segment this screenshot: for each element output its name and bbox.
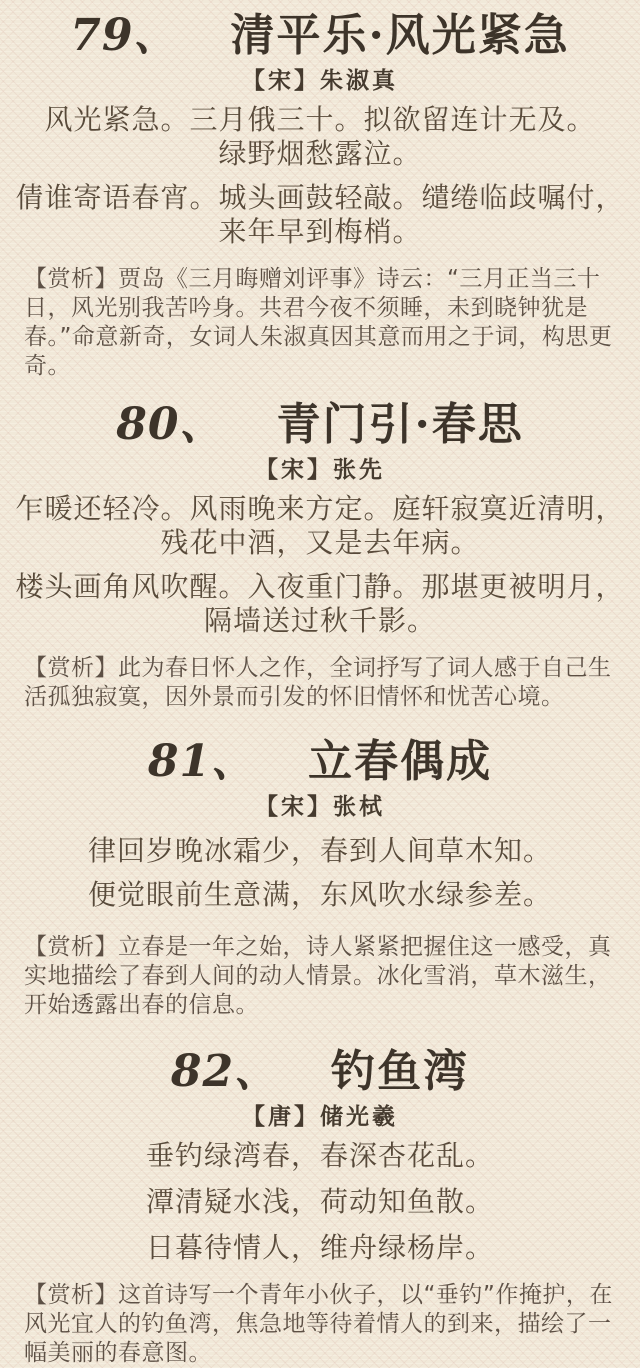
poem-line: 垂钓绿湾春，春深杏花乱。 bbox=[145, 1139, 494, 1172]
poem-body bbox=[0, 1139, 640, 1265]
poem-section-81 bbox=[0, 738, 640, 1020]
poem-body bbox=[0, 492, 640, 638]
poem-stanza bbox=[0, 103, 640, 171]
poem-author: 【唐】储光羲 bbox=[242, 1103, 398, 1130]
poem-title: 清平乐·风光紧急 bbox=[230, 10, 570, 61]
poem-analysis: 【赏析】立春是一年之始，诗人紧紧把握住这一感受，真实地描绘了春到人间的动人情景。冰化雪消，草木滋生，开始透露出春的信息。 bbox=[24, 934, 612, 1018]
poem-author: 【宋】张先 bbox=[255, 456, 385, 483]
poem-section-80 bbox=[0, 401, 640, 712]
poem-stanza bbox=[0, 829, 640, 917]
poem-analysis: 【赏析】此为春日怀人之作，全词抒写了词人感于自己生活孤独寂寞，因外景而引发的怀旧情怀和忧苦心境。 bbox=[24, 655, 612, 710]
poem-line: 倩谁寄语春宵。城头画鼓轻敲。缱绻临歧嘱付， bbox=[15, 181, 625, 214]
poem-number: 80、 bbox=[116, 399, 225, 450]
poem-title-row bbox=[0, 1048, 640, 1096]
poem-line: 律回岁晚冰霜少，春到人间草木知。 bbox=[87, 834, 552, 867]
poem-section-82 bbox=[0, 1048, 640, 1368]
poem-line: 风光紧急。三月俄三十。拟欲留连计无及。 bbox=[44, 103, 596, 136]
poem-line: 来年早到梅梢。 bbox=[218, 215, 422, 248]
poem-body bbox=[0, 829, 640, 917]
poem-number: 81、 bbox=[147, 736, 257, 787]
poem-title: 立春偶成 bbox=[308, 736, 493, 787]
poem-body bbox=[0, 103, 640, 249]
poem-line: 日暮待情人，维舟绿杨岸。 bbox=[145, 1231, 494, 1264]
poem-title: 钓鱼湾 bbox=[331, 1046, 470, 1097]
poem-analysis: 【赏析】这首诗写一个青年小伙子，以“垂钓”作掩护，在风光宜人的钓鱼湾，焦急地等待着情人的到来，描绘了一幅美丽的春意图。 bbox=[24, 1282, 613, 1366]
poem-number: 79、 bbox=[70, 10, 179, 61]
poem-author: 【宋】朱淑真 bbox=[242, 67, 398, 94]
poem-author: 【宋】张栻 bbox=[255, 793, 385, 820]
poem-analysis: 【赏析】贾岛《三月晦赠刘评事》诗云：“三月正当三十日，风光别我苦吟身。共君今夜不须睡，未到晓钟犹是春。”命意新奇，女词人朱淑真因其意而用之于词，构思更奇。 bbox=[24, 266, 613, 379]
poem-line: 残花中酒，又是去年病。 bbox=[160, 526, 480, 559]
poem-title-row bbox=[0, 738, 640, 786]
poem-title: 青门引·春思 bbox=[276, 399, 524, 450]
poem-stanza bbox=[0, 570, 640, 638]
poem-line: 潭清疑水浅，荷动知鱼散。 bbox=[145, 1185, 494, 1218]
poem-title-row bbox=[0, 401, 640, 449]
poem-line: 绿野烟愁露泣。 bbox=[218, 137, 422, 170]
poem-line: 隔墙送过秋千影。 bbox=[203, 604, 436, 637]
poem-line: 楼头画角风吹醒。入夜重门静。那堪更被明月， bbox=[15, 570, 625, 603]
poem-title-row bbox=[0, 12, 640, 60]
poem-stanza bbox=[0, 181, 640, 249]
poem-section-79 bbox=[0, 12, 640, 381]
poem-line: 乍暖还轻冷。风雨晚来方定。庭轩寂寞近清明， bbox=[15, 492, 625, 525]
poem-stanza bbox=[0, 492, 640, 560]
poem-line: 便觉眼前生意满，东风吹水绿参差。 bbox=[87, 878, 552, 911]
poem-number: 82、 bbox=[170, 1046, 280, 1097]
